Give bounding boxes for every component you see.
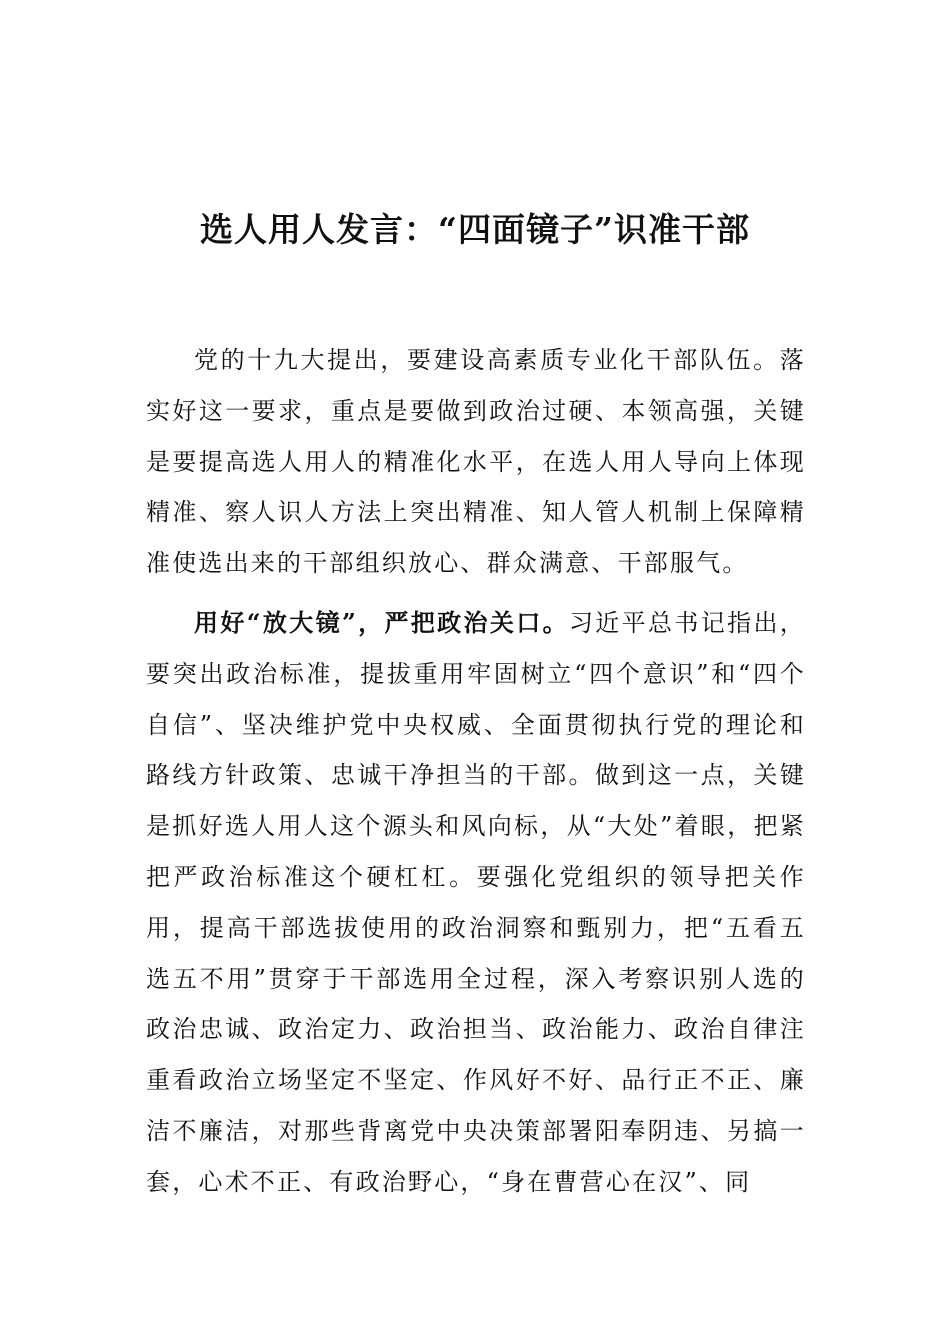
- paragraph-magnifier-heading: 用好“放大镜”，严把政治关口。: [194, 608, 569, 637]
- paragraph-magnifier: [146, 598, 806, 1208]
- paragraph-magnifier-text: 习近平总书记指出，要突出政治标准，提拔重用牢固树立“四个意识”和“四个自信”、坚决维护党中央权威、全面贯彻执行党的理论和路线方针政策、忠诚干净担当的干部。做到这一点，关键是抓好选人用人这个源头和风向标，从“大处”着眼，把紧把严政治标准这个硬杠杠。要强化党组织的领导把关作用，提高干部选拔使用的政治洞察和甄别力，把“五看五选五不用”贯穿于干部选用全过程，深入考察识别人选的政治忠诚、政治定力、政治担当、政治能力、政治自律注重看政治立场坚定不坚定、作风好不好、品行正不正、廉洁不廉洁，对那些背离党中央决策部署阳奉阴违、另搞一套，心术不正、有政治野心，“身在曹营心在汉”、同: [146, 609, 806, 1196]
- document-title: 选人用人发言：“四面镜子”识准干部: [200, 210, 750, 249]
- paragraph-intro-text: 党的十九大提出，要建设高素质专业化干部队伍。落实好这一要求，重点是要做到政治过硬、本领高强，关键是要提高选人用人的精准化水平，在选人用人导向上体现精准、察人识人方法上突出精准、知人管人机制上保障精准使选出来的干部组织放心、群众满意、干部服气。: [146, 346, 806, 578]
- paragraph-intro: [146, 335, 806, 589]
